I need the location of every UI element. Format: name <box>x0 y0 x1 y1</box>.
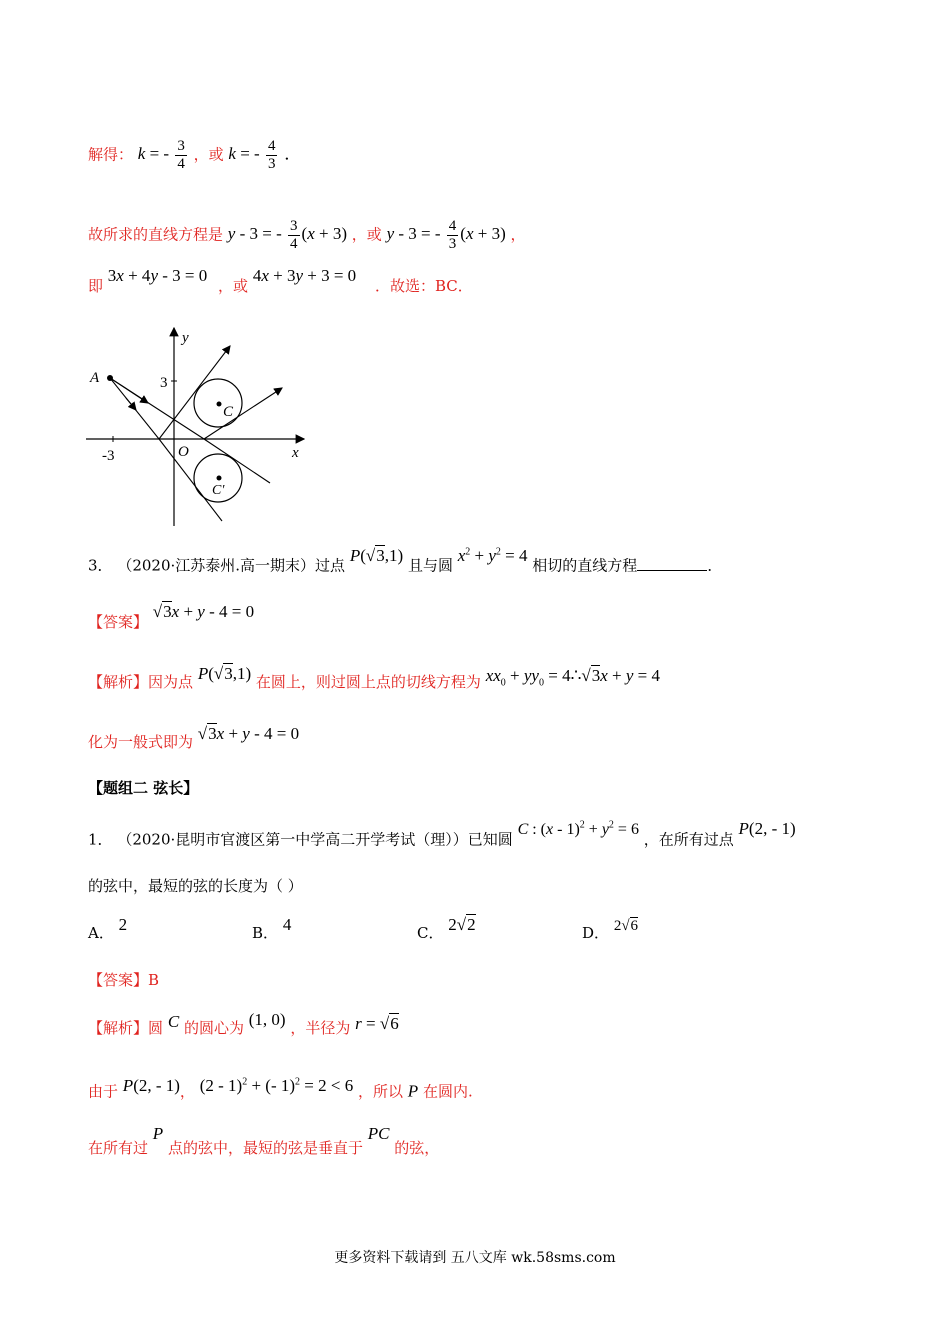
label-c: C <box>223 404 234 420</box>
a3-text-1: 在所有过 <box>88 1139 149 1157</box>
option-c-letter: C． <box>417 924 444 942</box>
a2-p: P <box>407 1081 419 1101</box>
analysis-label: 【解析】 <box>88 1019 149 1037</box>
k-eq-1: k = - $\frac{3}{4}$ <box>137 138 185 172</box>
q1-analysis-2 <box>88 1075 473 1102</box>
option-a-letter: A． <box>88 924 114 942</box>
q1-point: P(2, - 1) <box>738 819 796 839</box>
option-b-value: 4 <box>282 915 292 934</box>
label-y: y <box>182 330 189 346</box>
q3-end: ． <box>707 556 723 575</box>
analysis-text-1: 因为点 <box>148 673 194 691</box>
q1-analysis-1 <box>88 1010 399 1038</box>
q3-point: P(√3,1) <box>349 545 404 565</box>
general-eq-1: 3x + 4y - 3 = 0 <box>107 266 208 285</box>
label-o: O <box>178 444 189 460</box>
q1-answer <box>88 970 159 990</box>
q3-mid: 且与圆 <box>407 556 453 575</box>
a3-text-2: 点的弦中，最短的弦是垂直于 <box>167 1139 363 1157</box>
q3-number: 3． <box>88 556 113 575</box>
a2-text-2: ，所以 <box>358 1082 404 1101</box>
q3-circle: $x^2 + y^2 = 4$ <box>457 545 528 565</box>
a2-inequality: (2 - 1)$^2$ + (- 1)$^2$ = 2 < 6 <box>199 1075 354 1095</box>
simplify-text: 化为一般式即为 <box>88 733 194 751</box>
general-equation-line <box>88 266 473 296</box>
option-a[interactable] <box>88 915 128 943</box>
option-c-value: 2√2 <box>448 915 476 934</box>
line-eq-2: y - 3 = - $\frac{4}{3}$ (x + 3) <box>386 218 506 252</box>
group-2-heading: 【题组二 弦长】 <box>88 779 199 797</box>
label-a: A <box>90 370 100 386</box>
q1-circle: C : $(x - 1)^2 + y^2 = 6$ <box>517 820 639 839</box>
answer-value: B <box>148 971 160 989</box>
general-eq-2: 4x + 3y + 3 = 0 <box>252 266 357 285</box>
label-neg-3: -3 <box>102 448 115 464</box>
a3-p: P <box>152 1124 164 1143</box>
answer-blank <box>637 556 707 571</box>
a3-text-3: 的弦， <box>394 1139 440 1157</box>
question-1 <box>88 819 796 850</box>
choice-text: ．故选：BC． <box>374 277 473 295</box>
label-c-prime: C′ <box>212 483 225 498</box>
q3-answer <box>88 602 255 632</box>
or-text: ，或 <box>218 277 249 295</box>
q3-answer-formula: √3x + y - 4 = 0 <box>152 602 255 621</box>
q3-tail: 相切的直线方程 <box>532 556 638 575</box>
q1-line-2: 的弦中，最短的弦的长度为（ ） <box>88 877 303 895</box>
label-3: 3 <box>160 375 168 391</box>
option-c[interactable] <box>417 915 476 943</box>
analysis-label: 【解析】 <box>88 673 149 691</box>
analysis-text-2: 在圆上，则过圆上点的切线方程为 <box>255 673 481 691</box>
a1-radius: r = √6 <box>355 1014 399 1033</box>
a2-text-3: 在圆内. <box>422 1082 473 1101</box>
q3-source: （2020·江苏泰州.高一期末）过点 <box>117 556 346 575</box>
footer-link[interactable]: 更多资料下载请到 五八文库 wk.58sms.com <box>334 1250 616 1266</box>
a2-point: P(2, - 1) <box>122 1075 180 1095</box>
q1-source: （2020·昆明市官渡区第一中学高二开学考试（理））已知圆 <box>117 830 513 849</box>
q3-analysis <box>88 664 660 699</box>
q3-simplify <box>88 724 300 752</box>
question-3 <box>88 545 723 576</box>
general-prefix: 即 <box>88 277 104 295</box>
k-eq-2: k = - $\frac{4}{3}$ <box>228 138 276 172</box>
simplify-formula: √3x + y - 4 = 0 <box>197 724 300 743</box>
analysis-point: P(√3,1) <box>197 664 252 683</box>
option-b-letter: B． <box>252 924 279 942</box>
option-d-value: 2√6 <box>613 918 639 934</box>
label-x: x <box>292 445 299 461</box>
a1-text-2: 的圆心为 <box>183 1019 244 1037</box>
a1-c: C <box>167 1012 180 1031</box>
q1-number: 1． <box>88 830 113 849</box>
line-eq-1: y - 3 = - $\frac{3}{4}$ (x + 3) <box>227 218 347 252</box>
solution-k-line <box>88 138 301 173</box>
comma: ， <box>510 225 526 244</box>
a2-comma: ， <box>179 1082 195 1101</box>
q1-analysis-3 <box>88 1124 440 1158</box>
q1-mid: ，在所有过点 <box>643 830 734 849</box>
a1-center: (1, 0) <box>248 1010 286 1029</box>
line-equation-line <box>88 218 526 253</box>
a1-text-1: 圆 <box>148 1019 164 1037</box>
solution-prefix: 解得： <box>88 145 134 164</box>
a1-text-3: ，半径为 <box>290 1019 351 1037</box>
or-text: ，或 <box>351 225 382 244</box>
answer-label: 【答案】 <box>88 613 149 631</box>
a2-text-1: 由于 <box>88 1082 119 1101</box>
tangent-formula: $xx_0 + yy_0$ = 4∴√3x + y = 4 <box>485 666 660 689</box>
tangent-diagram <box>86 322 316 528</box>
a3-pc: PC <box>367 1124 390 1143</box>
or-text: ，或 <box>193 145 224 164</box>
answer-label: 【答案】 <box>88 971 149 989</box>
option-d[interactable] <box>582 918 639 943</box>
line-eq-prefix: 故所求的直线方程是 <box>88 225 224 244</box>
option-a-value: 2 <box>118 915 128 934</box>
period: ． <box>284 144 302 164</box>
option-d-letter: D． <box>582 924 610 942</box>
option-b[interactable] <box>252 915 292 943</box>
